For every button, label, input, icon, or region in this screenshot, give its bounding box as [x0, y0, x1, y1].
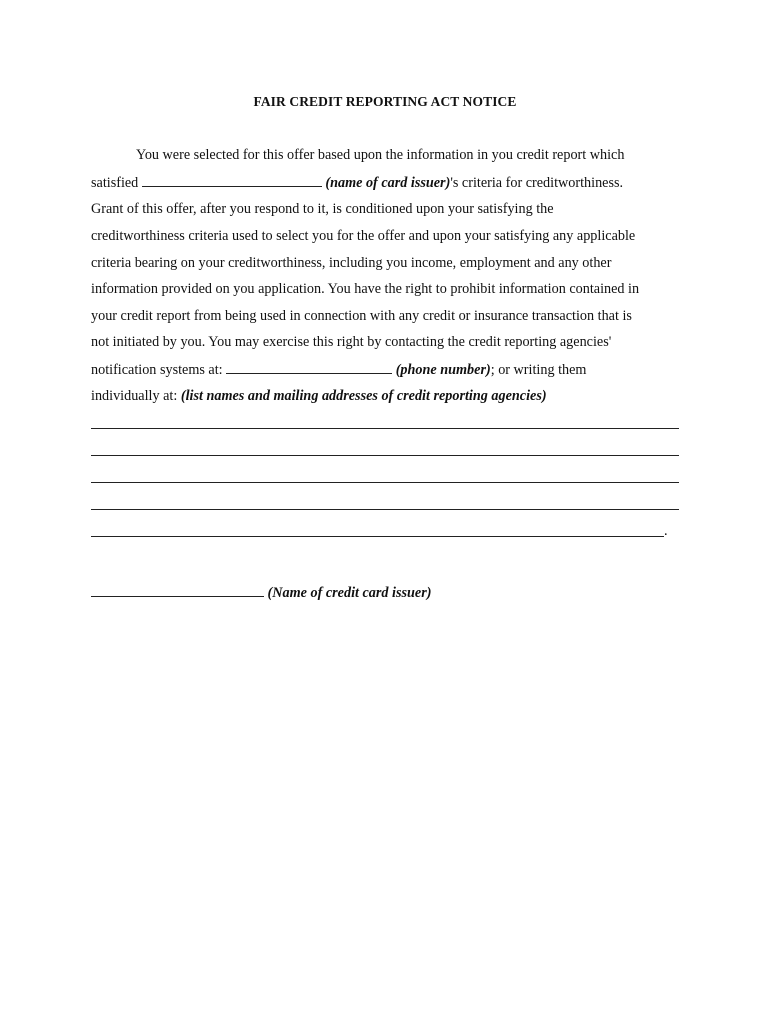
paragraph-line-10	[91, 388, 691, 408]
paragraph-text: ; or writing them	[490, 362, 587, 378]
card-issuer-blank[interactable]	[142, 174, 322, 187]
signature-line	[91, 584, 691, 604]
paragraph-text: individually at:	[91, 388, 178, 404]
paragraph-text: criteria bearing on your creditworthiness, including you income, employment and any other	[91, 255, 612, 271]
paragraph-text: not initiated by you. You may exercise this right by contacting the credit reporting agencies'	[91, 334, 612, 350]
end-period: .	[664, 523, 668, 539]
address-blank-line-2[interactable]	[91, 455, 679, 456]
card-issuer-field-label: (name of card issuer)	[325, 175, 451, 191]
paragraph-text: satisfied	[91, 175, 139, 191]
issuer-name-blank[interactable]	[91, 584, 264, 597]
agencies-field-label: (list names and mailing addresses of credit reporting agencies)	[180, 388, 547, 404]
paragraph-line-6	[91, 281, 691, 301]
paragraph-text: creditworthiness criteria used to select you for the offer and upon your satisfying any applicable	[91, 228, 636, 244]
paragraph-line-1	[91, 147, 691, 167]
paragraph-text: notification systems at:	[91, 362, 223, 378]
paragraph-text: your credit report from being used in connection with any credit or insurance transaction that is	[91, 308, 632, 324]
paragraph-text: 's criteria for creditworthiness.	[450, 175, 624, 191]
phone-number-blank[interactable]	[226, 361, 392, 374]
address-blank-line-3[interactable]	[91, 482, 679, 483]
document-title: FAIR CREDIT REPORTING ACT NOTICE	[253, 94, 517, 109]
paragraph-text: Grant of this offer, after you respond to it, is conditioned upon your satisfying the	[91, 201, 554, 217]
address-blank-line-4[interactable]	[91, 509, 679, 510]
paragraph-text: information provided on you application. You have the right to prohibit information contained in	[91, 281, 640, 297]
address-blank-line-1[interactable]	[91, 428, 679, 429]
paragraph-line-8	[91, 334, 691, 354]
paragraph-line-3	[91, 201, 691, 221]
issuer-name-label: (Name of credit card issuer)	[267, 585, 432, 601]
paragraph-line-5	[91, 255, 691, 275]
paragraph-line-9	[91, 361, 691, 381]
paragraph-line-7	[91, 308, 691, 328]
paragraph-line-4	[91, 228, 691, 248]
paragraph-line-2	[91, 174, 691, 194]
address-blank-line-5[interactable]	[91, 536, 664, 537]
paragraph-text: You were selected for this offer based upon the information in you credit report which	[136, 147, 625, 163]
phone-number-field-label: (phone number)	[395, 362, 491, 378]
